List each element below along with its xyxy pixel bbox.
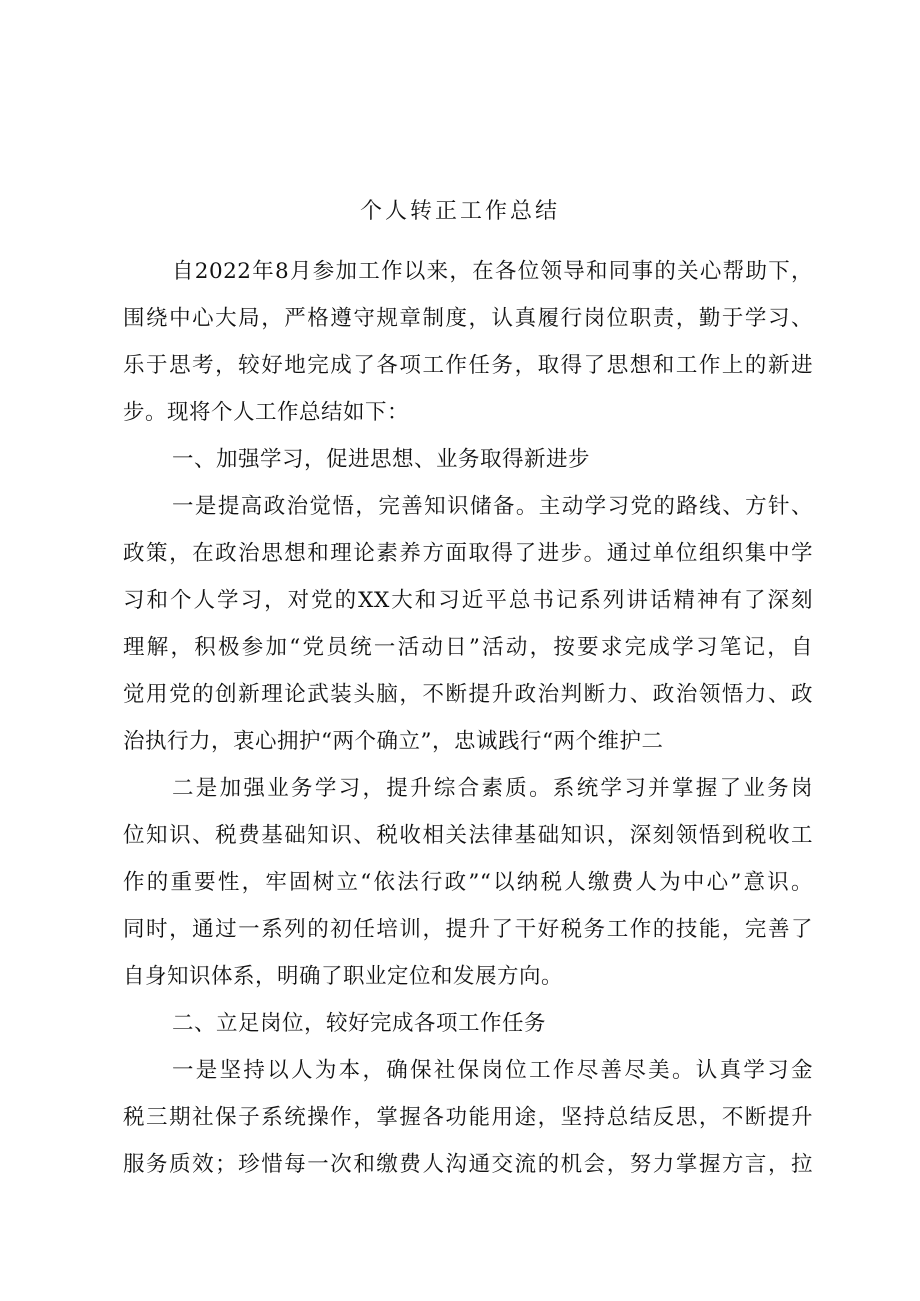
paragraph-line: 自身知识体系，明确了职业定位和发展方向。 [123, 964, 564, 989]
paragraph-line: 服务质效；珍惜每一次和缴费人沟通交流的机会，努力掌握方言，拉 [123, 1152, 813, 1177]
paragraph-line: 同时，通过一系列的初任培训，提升了干好税务工作的技能，完善了 [123, 917, 813, 942]
paragraph-line: 自2022年8月参加工作以来，在各位领导和同事的关心帮助下， [172, 259, 813, 284]
paragraph-line: 一是坚持以人为本，确保社保岗位工作尽善尽美。认真学习金 [172, 1058, 813, 1083]
paragraph-line: 一是提高政治觉悟，完善知识储备。主动学习党的路线、方针、 [172, 494, 813, 519]
paragraph-line: 理解，积极参加“党员统一活动日”活动，按要求完成学习笔记，自 [123, 635, 813, 660]
paragraph-line: 治执行力，衷心拥护“两个确立”，忠诚践行“两个维护二 [123, 729, 664, 754]
paragraph-line: 作的重要性，牢固树立“依法行政”“以纳税人缴费人为中心”意识。 [123, 870, 813, 895]
paragraph-line: 政策，在政治思想和理论素养方面取得了进步。通过单位组织集中学 [123, 541, 813, 566]
paragraph-line: 步。现将个人工作总结如下： [123, 400, 410, 425]
paragraph-line: 二是加强业务学习，提升综合素质。系统学习并掌握了业务岗 [172, 776, 813, 801]
section-heading: 二、立足岗位，较好完成各项工作任务 [172, 1011, 547, 1036]
document-title: 个人转正工作总结 [359, 199, 560, 224]
paragraph-line: 税三期社保子系统操作，掌握各功能用途，坚持总结反思，不断提升 [123, 1105, 813, 1130]
paragraph-line: 围绕中心大局，严格遵守规章制度，认真履行岗位职责，勤于学习、 [123, 306, 813, 331]
paragraph-line: 位知识、税费基础知识、税收相关法律基础知识，深刻领悟到税收工 [123, 823, 813, 848]
paragraph-line: 乐于思考，较好地完成了各项工作任务，取得了思想和工作上的新进 [123, 353, 813, 378]
paragraph-line: 习和个人学习，对党的XX大和习近平总书记系列讲话精神有了深刻 [123, 588, 813, 613]
section-heading: 一、加强学习，促进思想、业务取得新进步 [172, 447, 591, 472]
paragraph-line: 觉用党的创新理论武装头脑，不断提升政治判断力、政治领悟力、政 [123, 682, 813, 707]
